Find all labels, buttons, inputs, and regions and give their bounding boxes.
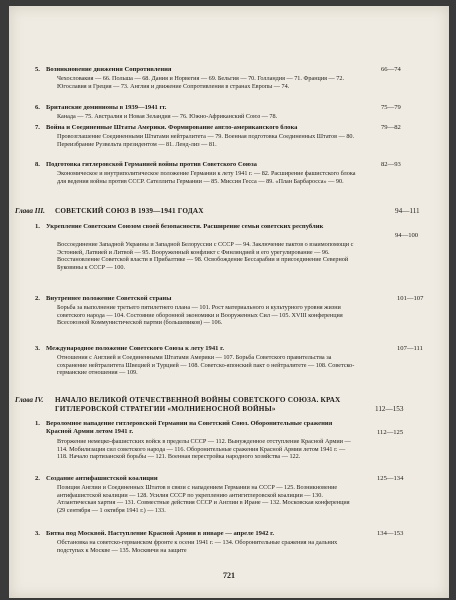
entry-title: Битва под Москвой. Наступление Красной Армии в январе — апреле 1942 г. bbox=[46, 530, 275, 537]
entry-title: Укрепление Советским Союзом своей безопасности. Расширение семьи советских республик bbox=[46, 223, 324, 230]
entry-title: Создание антифашистской коалиции bbox=[46, 475, 158, 482]
entry-subtopics: Отношения с Англией и Соединенными Штатами Америки — 107. Борьба Советского правительства за сохранение нейтралитета Швецией и Турцией — 108. Советско-японский пакт о нейтралитете — 108. Советско-германские отношения — 109. bbox=[57, 354, 355, 377]
entry-pages: 66—74 bbox=[381, 66, 401, 73]
entry-pages: 101—107 bbox=[397, 295, 424, 302]
page-number: 721 bbox=[223, 571, 235, 580]
entry-pages: 125—134 bbox=[377, 475, 404, 482]
chapter-label: Глава IV. bbox=[15, 396, 44, 404]
entry-pages: 107—111 bbox=[397, 345, 423, 352]
entry-number: 1. bbox=[35, 223, 40, 230]
entry-number: 5. bbox=[35, 66, 40, 73]
entry-number: 7. bbox=[35, 124, 40, 131]
entry-subtopics: Экономическое и внутриполитическое положение Германии к лету 1941 г. — 82. Расширение фашистского блока для ведения войны против СССР. Сателлиты Германии — 85. Миссия Гесса — 89. «План Барбаросса» — 90. bbox=[57, 170, 356, 185]
entry-pages: 79—82 bbox=[381, 124, 401, 131]
entry-title: Британские доминионы в 1939—1941 гг. bbox=[46, 104, 167, 111]
entry-title: Война и Соединенные Штаты Америки. Формирование англо-американского блока bbox=[46, 124, 298, 131]
entry-subtopics: Борьба за выполнение третьего пятилетнего плана — 101. Рост материального и культурного уровня жизни советского народа — 104. Состояние оборонной экономики и Вооруженных Сил — 105. XVIII конференция Всесоюзной Коммунистической партии (большевиков) — 106. bbox=[57, 304, 343, 327]
chapter-title: НАЧАЛО ВЕЛИКОЙ ОТЕЧЕСТВЕННОЙ ВОЙНЫ СОВЕТСКОГО СОЮЗА. КРАХ ГИТЛЕРОВСКОЙ СТРАТЕГИИ «МОЛНИЕНОСНОЙ ВОЙНЫ» bbox=[55, 396, 341, 413]
entry-title: Внутреннее положение Советской страны bbox=[46, 295, 172, 302]
chapter-title: СОВЕТСКИЙ СОЮЗ В 1939—1941 ГОДАХ bbox=[55, 207, 204, 215]
entry-subtopics: Чехословакия — 66. Польша — 68. Дания и Норвегия — 69. Бельгия — 70. Голландия — 71. Франция — 72. Югославия и Греция — 73. Англия и движение Сопротивления в странах Европы — 74. bbox=[57, 75, 345, 90]
entry-title: Вероломное нападение гитлеровской Германии на Советский Союз. Оборонительные сражения Красной Армии летом 1941 г. bbox=[46, 420, 333, 436]
entry-title: Возникновение движения Сопротивления bbox=[46, 66, 172, 73]
entry-title: Международное положение Советского Союза к лету 1941 г. bbox=[46, 345, 224, 352]
entry-pages: 75—79 bbox=[381, 104, 401, 111]
entry-title: Подготовка гитлеровской Германией войны против Советского Союза bbox=[46, 161, 257, 168]
entry-subtopics: Воссоединение Западной Украины и Западной Белоруссии с СССР — 94. Заключение пактов о взаимопомощи с Эстонией, Латвией и Литвой — 95. Вооруженный конфликт с Финляндией и его урегулирование — 96. Восстановление Советской власти в Прибалтике — 98. Освобождение Бессарабии и присоединение Северной Буковины к СССР — 100. bbox=[57, 241, 354, 272]
entry-subtopics: Обстановка на советско-германском фронте к осени 1941 г. — 134. Оборонительные сражения на дальних подступах к Москве — 135. Москвичи на защите bbox=[57, 539, 338, 554]
book-page bbox=[9, 6, 449, 598]
entry-pages: 94—100 bbox=[395, 232, 419, 239]
entry-number: 8. bbox=[35, 161, 40, 168]
entry-number: 2. bbox=[35, 295, 40, 302]
entry-pages: 134—153 bbox=[377, 530, 404, 537]
entry-number: 6. bbox=[35, 104, 40, 111]
entry-subtopics: Позиция Англии и Соединенных Штатов в связи с нападением Германии на СССР — 125. Возникновение антифашистской коалиции — 128. Усилия СССР по укреплению антигитлеровской коалиции — 130. Атлантическая хартия — 131. Совместные действия СССР и Англии в Иране — 132. Московская конференция (29 сентября — 1 октября 1941 г.) — 133. bbox=[57, 484, 350, 515]
entry-number: 1. bbox=[35, 420, 40, 427]
chapter-pages: 94—111 bbox=[395, 207, 420, 215]
entry-subtopics: Вторжение немецко-фашистских войск в пределы СССР — 112. Вынужденное отступление Красной Армии — 114. Мобилизация сил советского народа — 116. Оборонительные сражения Красной Армии летом 1941 г. — 118. Начало партизанской борьбы — 121. Военная перестройка народного хозяйства — 122. bbox=[57, 438, 351, 461]
entry-pages: 82—93 bbox=[381, 161, 401, 168]
chapter-pages: 112—153 bbox=[375, 405, 404, 413]
entry-number: 2. bbox=[35, 475, 40, 482]
entry-pages: 112—125 bbox=[377, 429, 404, 436]
entry-subtopics: Провозглашение Соединенными Штатами нейтралитета — 79. Военная подготовка Соединенных Штатов — 80. Переизбрание Рузвельта президентом — 81. Ленд-лиз — 81. bbox=[57, 133, 355, 148]
entry-number: 3. bbox=[35, 530, 40, 537]
entry-subtopics: Канада — 75. Австралия и Новая Зеландия — 76. Южно-Африканский Союз — 78. bbox=[57, 113, 278, 120]
chapter-label: Глава III. bbox=[15, 207, 45, 215]
entry-number: 3. bbox=[35, 345, 40, 352]
